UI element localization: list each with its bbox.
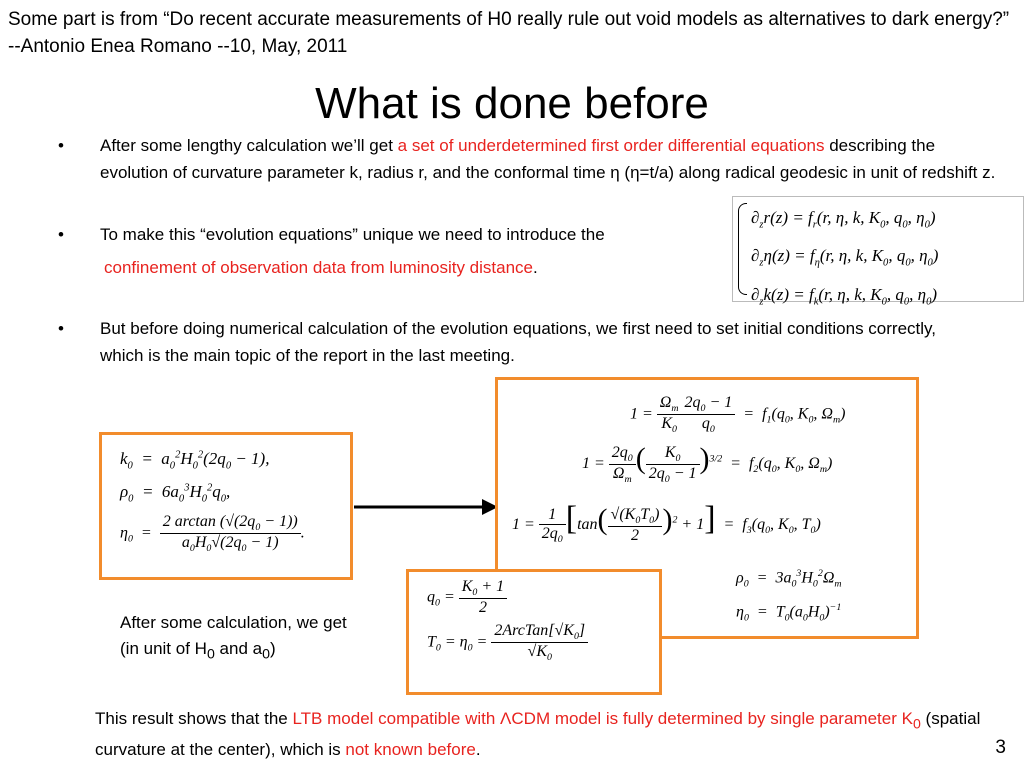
eq-rho0: $\rho_0 = 6a_0^3H_0^2q_0$, [120, 482, 231, 505]
conclusion-text-mid: (spatial curvature at the center), which is [95, 709, 981, 760]
bullet-1-text-end: describing the evolution of curvature parameter k, radius r, and the conformal time η (η=t/a) along radical geodesic in unit of redshift z. [100, 136, 996, 182]
bullet-3-text: But before doing numerical calculation of the evolution equations, we first need to set initial conditions correctly, which is the main topic of the report in the last meeting. [100, 319, 936, 365]
source-note: Some part is from “Do recent accurate measurements of H0 really rule out void models as alternatives to dark energy?” --Antonio Enea Romano --10, May, 2011 [8, 9, 1010, 57]
conclusion-highlight-2: not known before [345, 740, 476, 760]
eq-f2: 1 = $\frac{2q_0}{\Omega_m}$ ( $\frac{K_0}{2q_0 - 1}$ )$^{3/2} = f_2(q_0$, $K_0$, $\Omega_m$) [582, 442, 833, 486]
initial-conditions-box [99, 432, 353, 580]
evolution-eq-eta: $\partial_z\eta(z) = f_\eta(r$, η, k, $K_0$, $q_0$, $\eta_0$) [751, 246, 939, 269]
after-calc-line2: (in unit of $H_0$ and $a_0$) [120, 639, 276, 663]
evolution-equations-box [732, 196, 1024, 308]
bullet-2 [58, 221, 740, 248]
left-brace [738, 203, 747, 295]
conclusion-text: This result shows that the [95, 709, 293, 728]
bullet-2-continuation [104, 254, 538, 281]
after-calc-note [120, 610, 347, 667]
bullet-marker: • [58, 225, 64, 244]
bullet-3 [58, 315, 980, 369]
conclusion-highlight: LTB model compatible with ΛCDM model is fully determined by single parameter $K_0$ [292, 709, 921, 733]
eq-f1: 1 = $\frac{\Omega_m}{K_0}$ $\frac{2q_0 - 1}{q_0}$ = $f_1(q_0$, $K_0$, $\Omega_m$) [630, 394, 846, 436]
eq-eta0-result: $\eta_0 = T_0(a_0H_0)^{-1}$ [736, 602, 842, 624]
bullet-2-period: . [533, 258, 538, 277]
bullet-marker: • [58, 136, 64, 155]
conclusion [95, 706, 995, 763]
bullet-1-highlight: a set of underdetermined first order differential equations [397, 136, 825, 155]
bullet-1 [58, 132, 1000, 186]
bullet-2-highlight: confinement of observation data from luminosity distance [104, 258, 534, 277]
bullet-2-text: To make this “evolution equations” unique we need to introduce the [100, 225, 605, 244]
bullet-marker: • [58, 319, 64, 338]
eq-f3: 1 = $\frac{1}{2q_0}$ [tan( $\frac{√(K_0T_0)}{2}$ )$^2 + 1] = f_3(q_0$, $K_0$, $T_0$) [512, 500, 821, 545]
eq-rho0-result: $\rho_0 = 3a_0^3H_0^2\Omega_m$ [736, 568, 842, 590]
result-k0-box [406, 569, 662, 695]
eq-q0: $q_0$ = $\frac{K_0 + 1}{2}$ [427, 578, 507, 617]
arrow-icon [352, 496, 500, 518]
slide-title: What is done before [315, 79, 709, 128]
eq-eta0: $\eta_0$ = $\frac{2 \arctan (√(2q_0 - 1))}{a_0H_0√(2q_0 - 1)}$ . [120, 513, 305, 555]
bullet-1-text: After some lengthy calculation we’ll get [100, 136, 398, 155]
eq-k0: $k_0 = a_0^2H_0^2(2q_0 - 1)$, [120, 449, 270, 472]
eq-T0: $T_0 = \eta_0$ = $\frac{2ArcTan[√K_0]}{√K_0}$ [427, 622, 588, 663]
after-calc-line1: After some calculation, we get [120, 613, 347, 632]
evolution-eq-k: $\partial_zk(z) = f_k(r$, η, k, $K_0$, $q_0$, $\eta_0$) [751, 284, 938, 308]
page-number: 3 [995, 737, 1006, 758]
evolution-eq-r: $\partial_zr(z) = f_r(r$, η, k, $K_0$, $q_0$, $\eta_0$) [751, 208, 936, 231]
conclusion-period: . [475, 740, 481, 760]
